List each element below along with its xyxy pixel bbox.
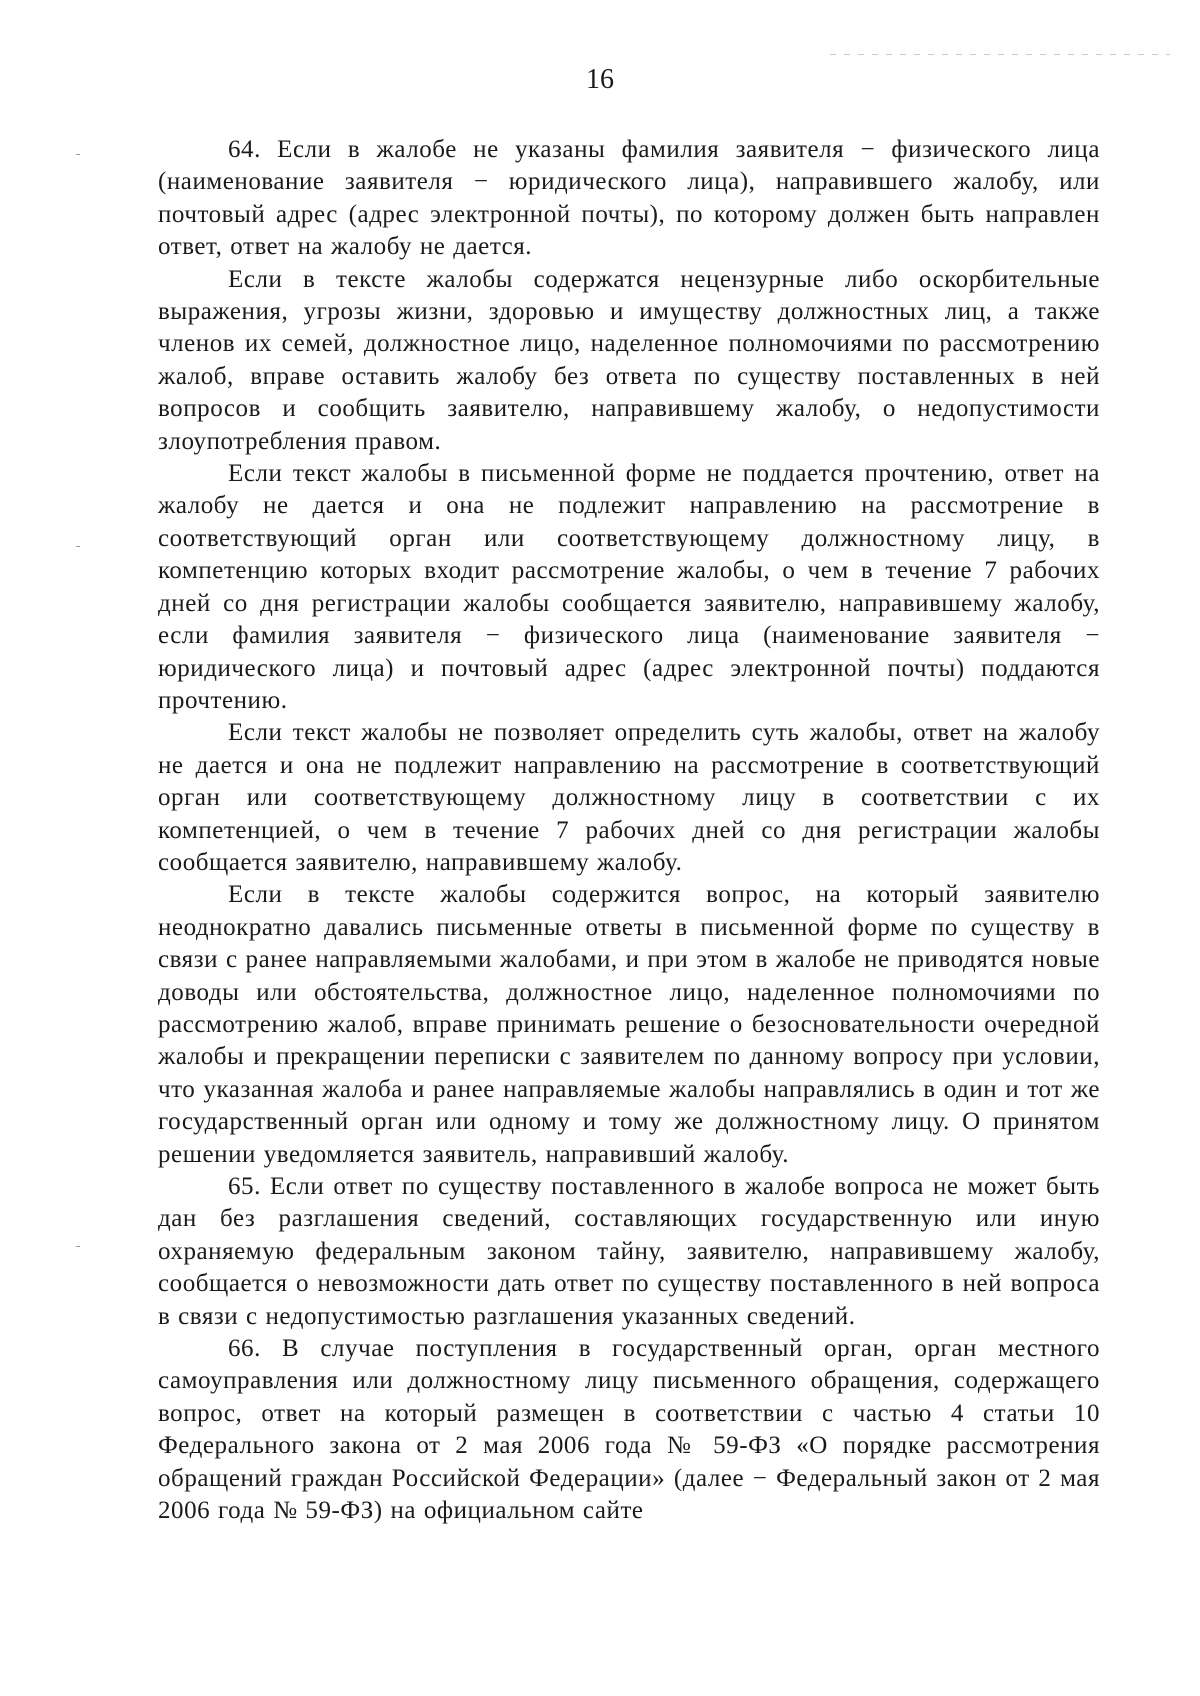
margin-tick-mark xyxy=(76,546,80,547)
paragraph-66: 66. В случае поступления в государственный орган, орган местного самоуправления или должностному лицу письменного обращения, содержащего вопрос, ответ на который размещен в соответствии с частью 4 статьи 10 Федерального закона от 2 мая 2006 года № 59-ФЗ «О порядке рассмотрения обращений граждан Российской Федерации» (далее − Федеральный закон от 2 мая 2006 года № 59-ФЗ) на официальном сайте xyxy=(158,1335,1100,1525)
margin-tick-mark xyxy=(76,1246,80,1247)
scan-artifact-line xyxy=(830,54,1170,55)
paragraph-unclear-essence: Если текст жалобы не позволяет определить суть жалобы, ответ на жалобу не дается и она не подлежит направлению на рассмотрение в соответствующий орган или соответствующему должностному лицу в соответствии с их компетенцией, о чем в течение 7 рабочих дней со дня регистрации жалобы сообщается заявителю, направившему жалобу. xyxy=(158,719,1100,876)
page-number: 16 xyxy=(586,64,614,95)
document-body xyxy=(158,134,1100,1527)
paragraph-obscene-content: Если в тексте жалобы содержатся нецензурные либо оскорбительные выражения, угрозы жизни, здоровью и имуществу должностных лиц, а также членов их семей, должностное лицо, наделенное полномочиями по рассмотрению жалоб, вправе оставить жалобу без ответа по существу поставленных в ней вопросов и сообщить заявителю, направившему жалобу, о недопустимости злоупотребления правом. xyxy=(158,265,1100,455)
margin-tick-mark xyxy=(76,154,80,155)
paragraph-unreadable-text: Если текст жалобы в письменной форме не поддается прочтению, ответ на жалобу не дается и она не подлежит направлению на рассмотрение в соответствующий орган или соответствующему должностному лицу, в компетенцию которых входит рассмотрение жалобы, о чем в течение 7 рабочих дней со дня регистрации жалобы сообщается заявителю, направившему жалобу, если фамилия заявителя − физического лица (наименование заявителя − юридического лица) и почтовый адрес (адрес электронной почты) поддаются прочтению. xyxy=(158,460,1100,714)
paragraph-64: 64. Если в жалобе не указаны фамилия заявителя − физического лица (наименование заявителя − юридического лица), направившего жалобу, или почтовый адрес (адрес электронной почты), по которому должен быть направлен ответ, ответ на жалобу не дается. xyxy=(158,136,1100,261)
paragraph-65: 65. Если ответ по существу поставленного в жалобе вопроса не может быть дан без разглашения сведений, составляющих государственную или иную охраняемую федеральным законом тайну, заявителю, направившему жалобу, сообщается о невозможности дать ответ по существу поставленного в ней вопроса в связи с недопустимостью разглашения указанных сведений. xyxy=(158,1173,1100,1330)
paragraph-repeated-question: Если в тексте жалобы содержится вопрос, на который заявителю неоднократно давались письменные ответы в письменной форме по существу в связи с ранее направляемыми жалобами, и при этом в жалобе не приводятся новые доводы или обстоятельства, должностное лицо, наделенное полномочиями по рассмотрению жалоб, вправе принимать решение о безосновательности очередной жалобы и прекращении переписки с заявителем по данному вопросу при условии, что указанная жалоба и ранее направляемые жалобы направлялись в один и тот же государственный орган или одному и тому же должностному лицу. О принятом решении уведомляется заявитель, направивший жалобу. xyxy=(158,881,1100,1168)
